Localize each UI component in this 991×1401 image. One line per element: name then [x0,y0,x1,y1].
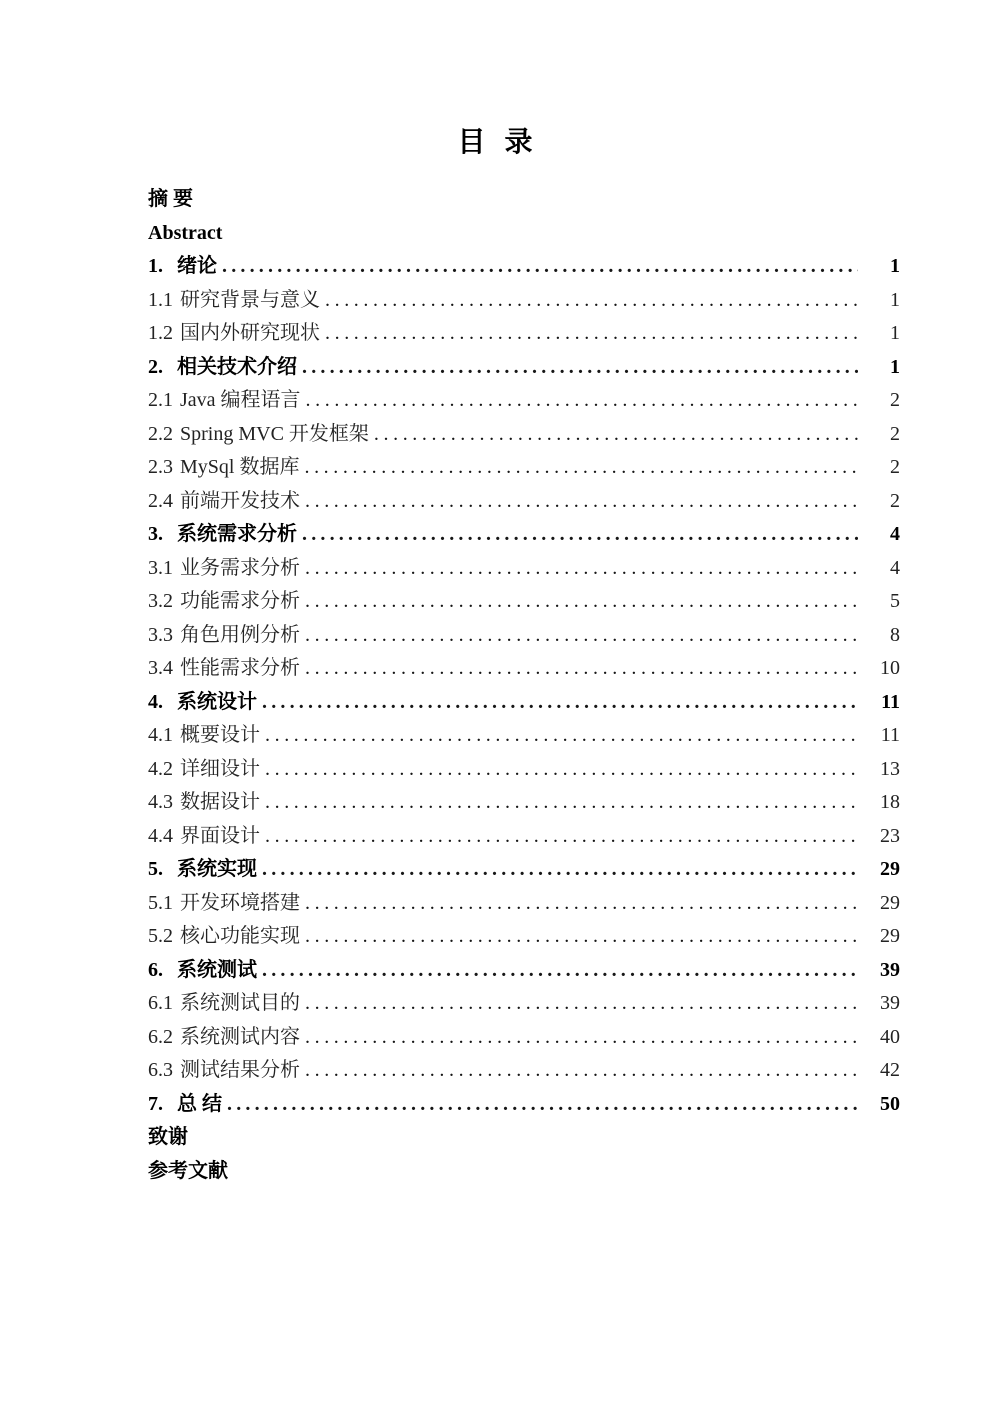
entry-title: Spring MVC 开发框架 [180,422,369,445]
entry-title: 性能需求分析 [180,657,300,679]
entry-number: 2.1 [148,389,173,411]
entry-page-number: 29 [880,925,900,947]
toc-list [148,183,900,1188]
entry-title: 致谢 [148,1126,188,1148]
entry-number: 2.2 [148,422,173,445]
dot-leader [227,1088,858,1122]
entry-number: 1. [148,255,163,277]
toc-entry [148,250,900,284]
toc-entry [148,585,900,619]
entry-page-number: 11 [881,690,900,713]
entry-number: 1.2 [148,322,173,344]
toc-entry [148,1088,900,1122]
entry-title: 系统测试目的 [180,992,300,1014]
toc-entry [148,183,900,217]
entry-number: 4.1 [148,724,173,746]
entry-number: 5.2 [148,925,173,947]
entry-number: 6.1 [148,992,173,1014]
dot-leader [305,485,858,519]
dot-leader [222,250,858,284]
entry-title: 摘 要 [148,188,193,210]
entry-number: 4.3 [148,791,173,813]
dot-leader [262,954,858,988]
entry-number: 4.2 [148,757,173,780]
toc-entry [148,920,900,954]
entry-title: 概要设计 [180,724,260,746]
entry-page-number: 8 [890,623,900,646]
toc-entry [148,552,900,586]
entry-page-number: 42 [880,1059,900,1081]
entry-title: 核心功能实现 [180,925,300,947]
toc-entry [148,418,900,452]
toc-entry [148,820,900,854]
entry-page-number: 4 [890,523,900,545]
toc-entry [148,351,900,385]
entry-number: 4. [148,690,163,713]
page-title: 目 录 [457,127,534,158]
dot-leader [304,451,858,485]
dot-leader [262,686,858,720]
dot-leader [305,652,858,686]
entry-page-number: 39 [880,958,900,981]
entry-number: 6.2 [148,1025,173,1048]
entry-page-number: 13 [880,757,900,780]
entry-title: 绪论 [177,255,217,277]
toc-entry [148,217,900,251]
entry-title: 总 结 [177,1092,222,1115]
dot-leader [302,518,858,552]
entry-page-number: 1 [890,322,900,344]
dot-leader [302,351,858,385]
entry-number: 2.3 [148,456,173,478]
entry-title: 系统测试 [177,958,257,981]
entry-title: 功能需求分析 [180,590,300,612]
toc-entry [148,753,900,787]
entry-number: 1.1 [148,288,173,311]
dot-leader [305,619,858,653]
toc-entry [148,384,900,418]
dot-leader [305,1054,858,1088]
entry-title: 测试结果分析 [180,1059,300,1081]
entry-page-number: 2 [890,489,900,512]
entry-title: 相关技术介绍 [177,355,297,378]
entry-number: 6. [148,958,163,981]
entry-number: 7. [148,1092,163,1115]
dot-leader [305,987,858,1021]
dot-leader [305,552,858,586]
entry-title: 前端开发技术 [180,489,300,512]
toc-entry [148,1054,900,1088]
dot-leader [305,1021,858,1055]
entry-title: 业务需求分析 [180,556,300,579]
entry-page-number: 2 [890,422,900,445]
dot-leader [305,585,858,619]
entry-number: 3.3 [148,623,173,646]
toc-entry [148,954,900,988]
entry-page-number: 1 [890,355,900,378]
entry-number: 2. [148,355,163,378]
entry-page-number: 39 [880,992,900,1014]
toc-entry [148,786,900,820]
entry-title: 系统设计 [177,690,257,713]
entry-page-number: 5 [890,590,900,612]
entry-number: 3.1 [148,556,173,579]
entry-title: Java 编程语言 [180,389,301,411]
dot-leader [265,719,858,753]
entry-title: 详细设计 [180,757,260,780]
dot-leader [306,384,858,418]
entry-title: 参考文献 [148,1159,228,1182]
toc-entry [148,686,900,720]
toc-entry [148,619,900,653]
toc-entry [148,719,900,753]
toc-entry [148,1121,900,1155]
entry-page-number: 11 [880,724,900,746]
entry-title: Abstract [148,221,223,244]
toc-entry [148,485,900,519]
entry-number: 2.4 [148,489,173,512]
entry-title: 界面设计 [180,824,260,847]
entry-number: 4.4 [148,824,173,847]
entry-number: 3.2 [148,590,173,612]
toc-entry [148,518,900,552]
toc-entry [148,987,900,1021]
entry-title: 国内外研究现状 [180,322,320,344]
entry-title: MySql 数据库 [180,456,300,478]
toc-entry [148,652,900,686]
entry-title: 研究背景与意义 [180,288,320,311]
toc-entry [148,853,900,887]
dot-leader [265,820,858,854]
entry-page-number: 18 [880,791,900,813]
entry-number: 5. [148,858,163,880]
toc-entry [148,887,900,921]
entry-title: 系统需求分析 [177,523,297,545]
entry-page-number: 10 [880,657,900,679]
dot-leader [265,786,858,820]
dot-leader [305,920,858,954]
entry-page-number: 1 [890,255,900,277]
toc-entry [148,284,900,318]
entry-page-number: 2 [890,456,900,478]
dot-leader [305,887,858,921]
entry-number: 3.4 [148,657,173,679]
entry-title: 系统实现 [177,858,257,880]
toc-entry [148,451,900,485]
entry-page-number: 23 [880,824,900,847]
entry-page-number: 50 [880,1092,900,1115]
entry-number: 6.3 [148,1059,173,1081]
dot-leader [262,853,858,887]
entry-title: 角色用例分析 [180,623,300,646]
dot-leader [265,753,858,787]
entry-title: 系统测试内容 [180,1025,300,1048]
toc-entry [148,1155,900,1189]
toc-entry [148,317,900,351]
entry-title: 数据设计 [180,791,260,813]
entry-page-number: 2 [890,389,900,411]
dot-leader [325,317,858,351]
entry-page-number: 29 [880,891,900,914]
entry-page-number: 4 [890,556,900,579]
toc-entry [148,1021,900,1055]
entry-page-number: 40 [880,1025,900,1048]
dot-leader [325,284,858,318]
entry-page-number: 29 [880,858,900,880]
dot-leader [374,418,858,452]
entry-number: 5.1 [148,891,173,914]
entry-page-number: 1 [890,288,900,311]
entry-number: 3. [148,523,163,545]
entry-title: 开发环境搭建 [180,891,300,914]
